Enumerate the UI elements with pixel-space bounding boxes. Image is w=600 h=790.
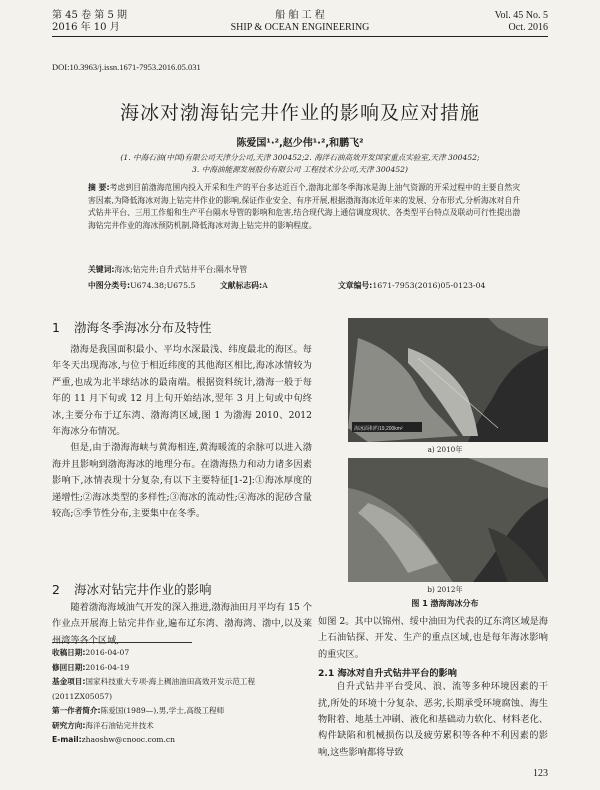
right-column-body	[318, 614, 548, 761]
paragraph: 渤海是我国面积最小、平均水深最浅、纬度最北的海区。每年冬天出现海冰,与位于相近纬度的其他海区相比,海冰冰情较为严重,也成为北半球结冰的最南端。根据资料统计,渤海一般于每年的 11 月下旬或 12 月上旬开始结冰,翌年 3 月上旬或中旬终冰,主要分布于辽东湾、渤海湾区域,图 1 为渤海 2010、2012 年海冰分布情况。	[52, 344, 312, 438]
clc	[88, 280, 195, 291]
paragraph: 随着渤海海域油气开发的深入推进,渤海油田月平均有 15 个作业点开展海上钻完井作业,遍布辽东湾、渤海湾、渤中,以及莱州湾等各个区域,	[52, 602, 312, 646]
date-en: Oct. 2016	[508, 22, 548, 33]
paper-title: 海冰对渤海钻完井作业的影响及应对措施	[119, 102, 480, 124]
image-scale-note: 海冰面积约19,200km²	[354, 426, 403, 432]
footnote-item: 研究方向:海洋石油钻完井技术	[52, 720, 154, 730]
header-rule	[52, 36, 548, 37]
caption-b: b) 2012年	[427, 585, 463, 594]
abstract	[88, 182, 520, 232]
keywords-label: 关键词:	[88, 265, 115, 274]
section-1-heading	[52, 318, 312, 336]
journal-cn: 船 舶 工 程	[275, 10, 325, 21]
volume-en: Vol. 45 No. 5	[494, 10, 548, 21]
figure-title: 图 1 渤海海冰分布	[411, 599, 479, 608]
doi: DOI:10.3963/j.issn.1671-7953.2016.05.031	[52, 62, 201, 72]
abstract-text: 考虑到目前渤海范围内投入开采和生产的平台多达近百个,渤海北部冬季海冰是海上油气资源的开采过程中的主要自然灾害因素,为降低海冰对海上钻完井作业的影响,保证作业安全、有序开展,根据渤海海冰近年来的发展、分布形式,分析海冰对自升式钻井平台、三用工作船和生产平台隔水导管的影响和危害,结合现代海上通信调度现状、各类型平台特点及联动可行性提出渤海钻完井作业的海冰预防机制,降低海冰对海上钻完井的影响程度。	[88, 183, 520, 230]
date-cn: 2016 年 10 月	[52, 22, 120, 33]
paragraph: 自升式钻井平台受风、浪、流等多种环境因素的干扰,所处的环境十分复杂、恶劣,长期承受环境腐蚀、海生物附着、地基土冲刷、液化和基础动力软化、材料老化、构件缺陷和机械损伤以及疲劳累积等各种不利因素的影响,这些影响都将导致	[318, 681, 548, 758]
section-number: 2	[52, 582, 60, 597]
subsection-heading	[318, 665, 548, 679]
section-title: 渤海冬季海冰分布及特性	[74, 320, 212, 335]
subsection-number: 2.1	[318, 668, 335, 680]
volume-cn: 第 45 卷 第 5 期	[52, 10, 127, 21]
footnotes	[52, 646, 312, 748]
section-number: 1	[52, 320, 60, 335]
affiliation-line: (1. 中海石油(中国)有限公司天津分公司,天津 300452;2. 海洋石油高效开发国家重点实验室,天津 300452;	[120, 153, 480, 162]
footnote-item: E-mail:zhaoshw@cnooc.com.cn	[52, 735, 176, 744]
doc-value: A	[262, 281, 268, 290]
footnote-item: 基金项目:国家科技重大专项-海上稠油油田高效开发示范工程(2011ZX05057)	[52, 677, 256, 701]
article-value: 1671-7953(2016)05-0123-04	[372, 281, 486, 290]
article-label: 文章编号:	[338, 281, 373, 290]
satellite-image-2012	[348, 458, 548, 582]
authors: 陈爱国¹·²,赵少伟¹·²,和鹏飞²	[236, 138, 364, 149]
clc-value: U674.38;U675.5	[130, 281, 196, 290]
footnote-item: 收稿日期:2016-04-07	[52, 648, 130, 657]
clc-label: 中图分类号:	[88, 281, 131, 290]
doc-label: 文献标志码:	[220, 281, 263, 290]
header-right	[495, 10, 548, 34]
affiliations	[70, 152, 530, 176]
keywords	[88, 264, 520, 275]
subsection-title: 海冰对自升式钻井平台的影响	[337, 668, 457, 680]
satellite-image-2010	[348, 318, 548, 442]
footnote-item: 第一作者简介:陈爱国(1989—),男,学士,高级工程师	[52, 706, 225, 715]
caption-a: a) 2010年	[427, 445, 463, 454]
paragraph: 如图 2。其中以锦州、绥中油田为代表的辽东湾区域是海上石油钻探、开发、生产的重点区域,也是每年海冰影响的重灾区。	[318, 616, 548, 660]
footnote-rule	[52, 642, 192, 643]
page-number: 123	[533, 768, 548, 779]
doc-code	[220, 280, 268, 291]
journal-en: SHIP & OCEAN ENGINEERING	[230, 22, 370, 33]
section-title: 海冰对钻完井作业的影响	[74, 582, 212, 597]
article-number	[338, 280, 486, 291]
section-2-heading	[52, 580, 312, 598]
affiliation-line: 3. 中海油能源发展股份有限公司 工程技术分公司,天津 300452)	[192, 165, 408, 174]
section-1-body	[52, 342, 312, 522]
abstract-label: 摘 要:	[88, 183, 110, 192]
paragraph: 但是,由于渤海海峡与黄海相连,黄海暖流的余脉可以进入渤海并且影响到渤海海冰的地理分布。在渤海热力和动力诸多因素影响下,冰情表现十分复杂,有以下主要特征[1-2]:①海冰厚度的递增性;②海冰类型的多样性;③海冰的流动性;④海冰的泥砂含量较高;⑤季节性分布,主要集中在冬季。	[52, 442, 312, 520]
footnote-item: 修回日期:2016-04-19	[52, 662, 130, 672]
keywords-text: 海冰;钻完井;自升式钻井平台;隔水导管	[114, 265, 248, 274]
